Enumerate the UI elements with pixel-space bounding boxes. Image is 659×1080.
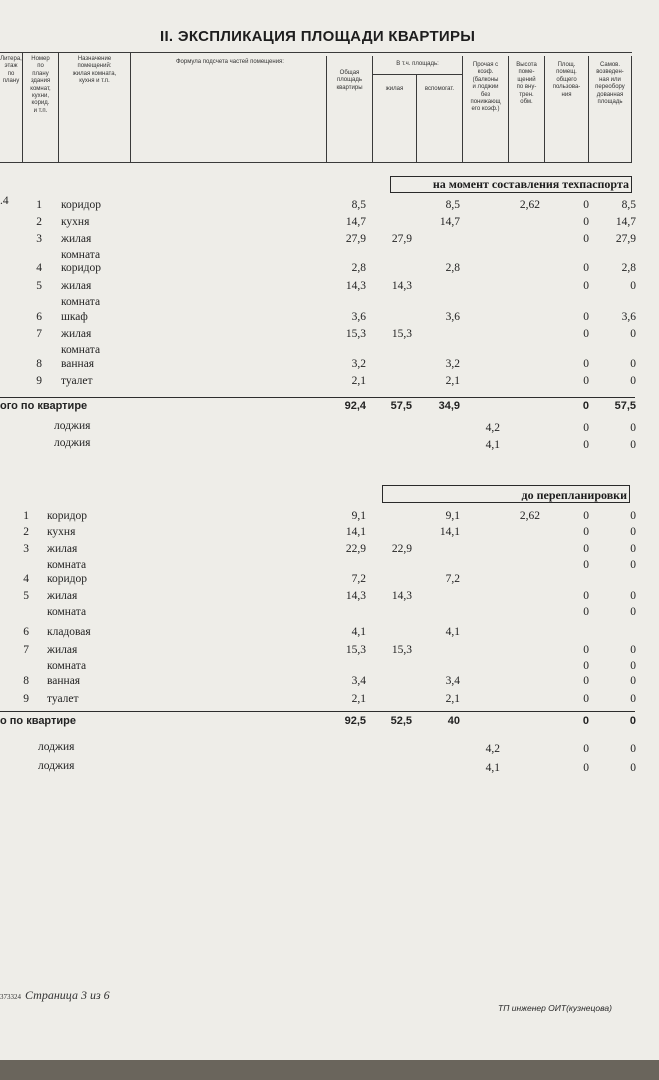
- loggia-name: лоджия: [54, 420, 91, 432]
- common-area: 0: [583, 693, 589, 705]
- header-sub-line: [372, 74, 462, 75]
- total-area: 2,1: [351, 375, 366, 387]
- unauthorized-area: 0: [630, 675, 636, 687]
- header-purpose: Назначение помещений: жилая комната, кухня и т.п.: [72, 56, 117, 85]
- loggia-name: лоджия: [38, 760, 75, 772]
- common-area: 0: [583, 311, 589, 323]
- room-name: комната: [61, 296, 101, 308]
- room-name: туалет: [47, 693, 79, 705]
- total-area: 22,9: [345, 543, 366, 555]
- room-name: кухня: [61, 216, 90, 228]
- unauthorized-area: 0: [630, 590, 636, 602]
- room-name: жилая: [61, 280, 92, 292]
- header-common: Площ. помещ. общего пользова- ния: [552, 62, 581, 98]
- common-sum: 0: [582, 400, 589, 412]
- room-number: 1: [36, 199, 42, 211]
- unauthorized-area: 0: [630, 543, 636, 555]
- room-name: коридор: [61, 199, 102, 211]
- room-number: 5: [23, 590, 29, 602]
- total-label: о по квартире: [0, 715, 76, 727]
- total-area: 4,1: [351, 626, 366, 638]
- aux-area: 2,1: [445, 375, 460, 387]
- aux-area: 3,6: [445, 311, 460, 323]
- unauthorized-area: 0: [630, 606, 636, 618]
- living-sum: 52,5: [390, 715, 412, 727]
- common-area: 0: [583, 216, 589, 228]
- room-name: туалет: [61, 375, 93, 387]
- total-area: 15,3: [345, 328, 366, 340]
- living-area: 27,9: [391, 233, 412, 245]
- aux-area: 2,1: [445, 693, 460, 705]
- common-area: 0: [583, 543, 589, 555]
- common-area: 0: [583, 606, 589, 618]
- loggia-common: 0: [583, 422, 589, 434]
- room-number: 2: [36, 216, 42, 228]
- unauthorized-area: 8,5: [621, 199, 636, 211]
- room-number: 6: [36, 311, 42, 323]
- total-area: 7,2: [351, 573, 366, 585]
- aux-area: 2,8: [445, 262, 460, 274]
- room-name: комната: [47, 660, 87, 672]
- total-area: 14,3: [345, 280, 366, 292]
- loggia-common: 0: [583, 743, 589, 755]
- aux-area: 4,1: [445, 626, 460, 638]
- room-number: 6: [23, 626, 29, 638]
- aux-area: 14,7: [439, 216, 460, 228]
- unauthorized-area: 0: [630, 510, 636, 522]
- header-aux: вспомогат.: [424, 86, 455, 92]
- unauthorized-area: 27,9: [615, 233, 636, 245]
- unauthorized-area: 0: [630, 559, 636, 571]
- room-number: 8: [36, 358, 42, 370]
- room-name: кухня: [47, 526, 76, 538]
- loggia-area: 4,1: [485, 762, 500, 774]
- room-name: комната: [61, 249, 101, 261]
- aux-area: 3,4: [445, 675, 460, 687]
- common-area: 0: [583, 675, 589, 687]
- common-area: 0: [583, 328, 589, 340]
- room-number: 4: [23, 573, 29, 585]
- common-area: 0: [583, 510, 589, 522]
- common-area: 0: [583, 375, 589, 387]
- unauthorized-area: 0: [630, 526, 636, 538]
- room-name: комната: [47, 606, 87, 618]
- aux-area: 14,1: [439, 526, 460, 538]
- aux-area: 7,2: [445, 573, 460, 585]
- section2-label: до перепланировки: [382, 485, 630, 503]
- page-title: II. ЭКСПЛИКАЦИЯ ПЛОЩАДИ КВАРТИРЫ: [160, 28, 476, 45]
- total-area: 3,4: [351, 675, 366, 687]
- living-area: 22,9: [391, 543, 412, 555]
- header-unauth: Самов. возведен- ная или переобору дованная площадь: [595, 62, 625, 106]
- header-bottom-line: [0, 162, 632, 163]
- total-sum: 92,4: [344, 400, 366, 412]
- common-area: 0: [583, 262, 589, 274]
- room-name: коридор: [61, 262, 102, 274]
- room-name: коридор: [47, 573, 88, 585]
- room-number: 4: [36, 262, 42, 274]
- ceiling-height: 2,62: [519, 199, 540, 211]
- room-number: 2: [23, 526, 29, 538]
- common-area: 0: [583, 358, 589, 370]
- header-living: жилая: [385, 86, 404, 92]
- common-area: 0: [583, 660, 589, 672]
- total-area: 15,3: [345, 644, 366, 656]
- loggia-common: 0: [583, 439, 589, 451]
- room-number: 7: [36, 328, 42, 340]
- desk-background: [0, 1060, 659, 1080]
- living-sum: 57,5: [390, 400, 412, 412]
- header-height: Высота поме- щений по вну- трен. обм.: [516, 62, 537, 106]
- total-sum: 92,5: [344, 715, 366, 727]
- unauthorized-area: 0: [630, 644, 636, 656]
- total-area: 8,5: [351, 199, 366, 211]
- header-total: Общая площадь квартиры: [336, 70, 363, 91]
- loggia-name: лоджия: [54, 437, 91, 449]
- unauthorized-area: 14,7: [615, 216, 636, 228]
- living-area: 14,3: [391, 280, 412, 292]
- room-name: жилая: [47, 644, 78, 656]
- loggia-unauthorized: 0: [630, 439, 636, 451]
- living-area: 15,3: [391, 644, 412, 656]
- room-number: 3: [36, 233, 42, 245]
- header-top-line: [0, 52, 632, 53]
- living-area: 15,3: [391, 328, 412, 340]
- total-area: 9,1: [351, 510, 366, 522]
- room-number: 5: [36, 280, 42, 292]
- aux-sum: 40: [447, 715, 460, 727]
- loggia-unauthorized: 0: [630, 743, 636, 755]
- room-name: жилая: [47, 543, 78, 555]
- header-incl: В т.ч. площадь:: [396, 61, 439, 67]
- room-name: шкаф: [61, 311, 88, 323]
- section1-total-line: [0, 397, 635, 398]
- aux-sum: 34,9: [438, 400, 460, 412]
- total-area: 3,6: [351, 311, 366, 323]
- page-number: 373324 Страница 3 из 6: [0, 988, 110, 1002]
- room-number: 8: [23, 675, 29, 687]
- unauthorized-sum: 57,5: [614, 400, 636, 412]
- total-area: 2,1: [351, 693, 366, 705]
- common-area: 0: [583, 199, 589, 211]
- unauthorized-area: 0: [630, 660, 636, 672]
- loggia-unauthorized: 0: [630, 422, 636, 434]
- section1-label: на момент составления техпаспорта: [390, 176, 632, 193]
- total-area: 2,8: [351, 262, 366, 274]
- unauthorized-area: 0: [630, 280, 636, 292]
- common-area: 0: [583, 233, 589, 245]
- header-room-no: Номер по плану здания комнат, кухни, корид. и т.п.: [30, 56, 51, 114]
- loggia-area: 4,2: [485, 743, 500, 755]
- loggia-unauthorized: 0: [630, 762, 636, 774]
- room-number: 7: [23, 644, 29, 656]
- section1-floor: .4: [0, 195, 9, 207]
- total-area: 27,9: [345, 233, 366, 245]
- loggia-area: 4,2: [485, 422, 500, 434]
- total-area: 14,7: [345, 216, 366, 228]
- room-name: жилая: [61, 233, 92, 245]
- loggia-name: лоджия: [38, 741, 75, 753]
- room-number: 3: [23, 543, 29, 555]
- aux-area: 8,5: [445, 199, 460, 211]
- aux-area: 3,2: [445, 358, 460, 370]
- aux-area: 9,1: [445, 510, 460, 522]
- unauthorized-sum: 0: [629, 715, 636, 727]
- loggia-area: 4,1: [485, 439, 500, 451]
- common-area: 0: [583, 280, 589, 292]
- room-name: комната: [47, 559, 87, 571]
- unauthorized-area: 0: [630, 328, 636, 340]
- engineer-signature: ТП инженер ОИТ(кузнецова): [498, 1003, 612, 1013]
- room-name: жилая: [61, 328, 92, 340]
- total-label: ого по квартире: [0, 400, 88, 412]
- room-name: ванная: [61, 358, 95, 370]
- room-name: комната: [61, 344, 101, 356]
- common-area: 0: [583, 644, 589, 656]
- total-area: 14,3: [345, 590, 366, 602]
- unauthorized-area: 0: [630, 358, 636, 370]
- header-formula: Формула подсчета частей помещения:: [176, 59, 284, 65]
- room-name: кладовая: [47, 626, 91, 638]
- room-number: 9: [23, 693, 29, 705]
- ceiling-height: 2,62: [519, 510, 540, 522]
- room-name: коридор: [47, 510, 88, 522]
- total-area: 3,2: [351, 358, 366, 370]
- section2-total-line: [0, 711, 635, 712]
- room-number: 9: [36, 375, 42, 387]
- loggia-common: 0: [583, 762, 589, 774]
- common-area: 0: [583, 559, 589, 571]
- room-name: жилая: [47, 590, 78, 602]
- living-area: 14,3: [391, 590, 412, 602]
- unauthorized-area: 2,8: [621, 262, 636, 274]
- header-floor: Литера, этаж по плану: [0, 56, 22, 85]
- header-other: Прочая с коэф. (балконы и лоджии без понижающ его коэф.): [470, 62, 501, 113]
- total-area: 14,1: [345, 526, 366, 538]
- common-area: 0: [583, 590, 589, 602]
- room-name: ванная: [47, 675, 81, 687]
- unauthorized-area: 0: [630, 375, 636, 387]
- common-sum: 0: [582, 715, 589, 727]
- unauthorized-area: 0: [630, 693, 636, 705]
- unauthorized-area: 3,6: [621, 311, 636, 323]
- room-number: 1: [23, 510, 29, 522]
- common-area: 0: [583, 526, 589, 538]
